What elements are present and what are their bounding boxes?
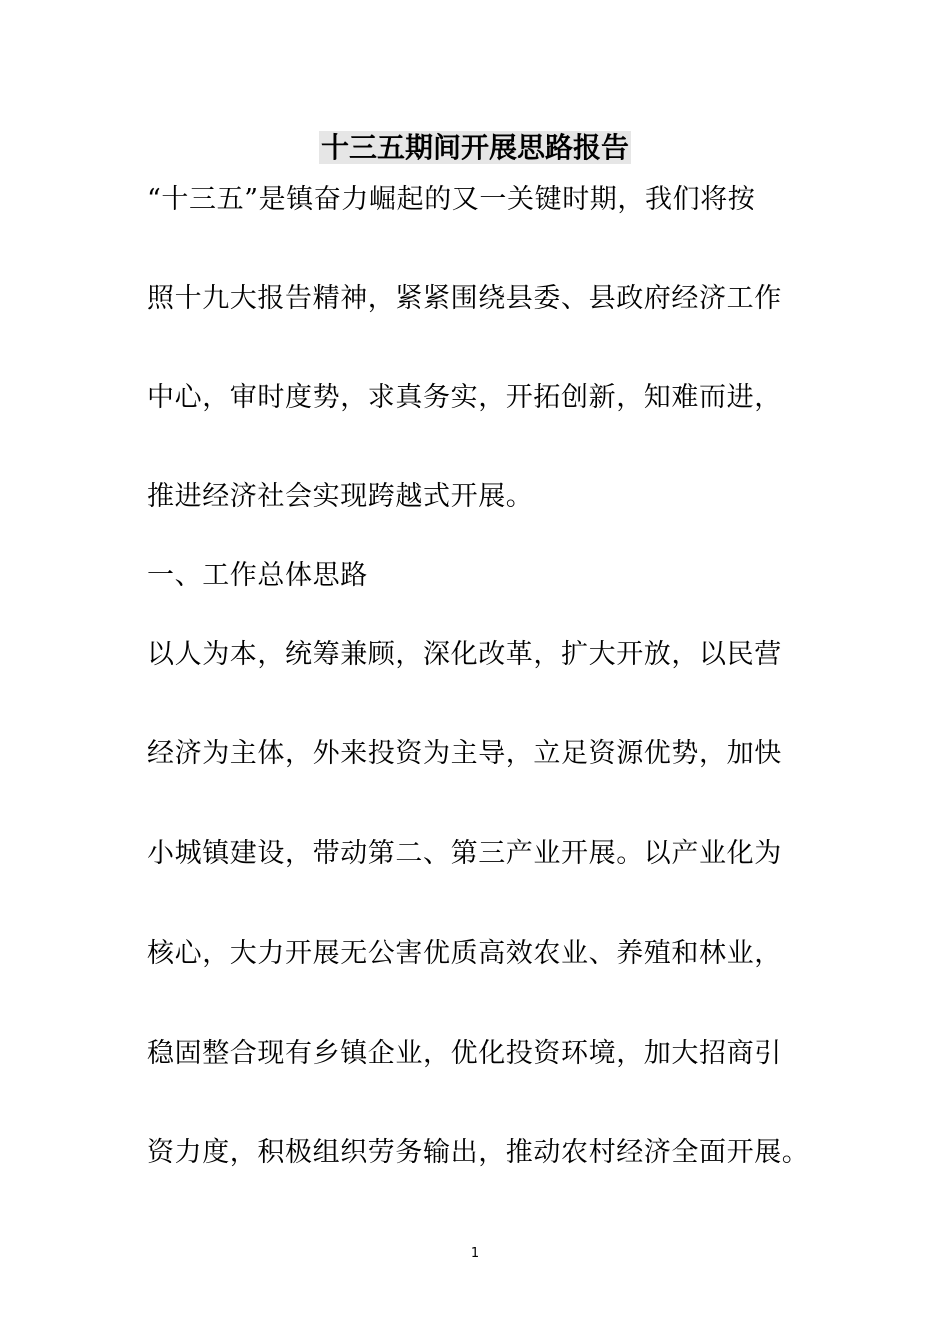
page-number: 1 <box>470 1246 480 1261</box>
paragraph-2-line-2: 经济为主体，外来投资为主导，立足资源优势，加快 <box>147 738 782 769</box>
paragraph-1-line-4: 推进经济社会实现跨越式开展。 <box>147 481 534 512</box>
paragraph-2-line-1: 以人为本，统筹兼顾，深化改革，扩大开放，以民营 <box>147 639 782 670</box>
paragraph-2-line-6: 资力度，积极组织劳务输出，推动农村经济全面开展。 <box>147 1137 810 1168</box>
paragraph-2-line-4: 核心，大力开展无公害优质高效农业、养殖和林业， <box>147 938 782 969</box>
document-title-text: 十三五期间开展思路报告 <box>320 131 629 164</box>
paragraph-2-line-5: 稳固整合现有乡镇企业，优化投资环境，加大招商引 <box>147 1038 782 1069</box>
paragraph-2-line-3: 小城镇建设，带动第二、第三产业开展。以产业化为 <box>147 838 782 869</box>
paragraph-1-line-1: “十三五”是镇奋力崛起的又一关键时期，我们将按 <box>147 184 756 215</box>
paragraph-1-line-3: 中心，审时度势，求真务实，开拓创新，知难而进， <box>147 382 782 413</box>
section-1-heading: 一、工作总体思路 <box>147 560 368 591</box>
paragraph-1-line-2: 照十九大报告精神，紧紧围绕县委、县政府经济工作 <box>147 283 782 314</box>
document-title <box>0 126 950 170</box>
